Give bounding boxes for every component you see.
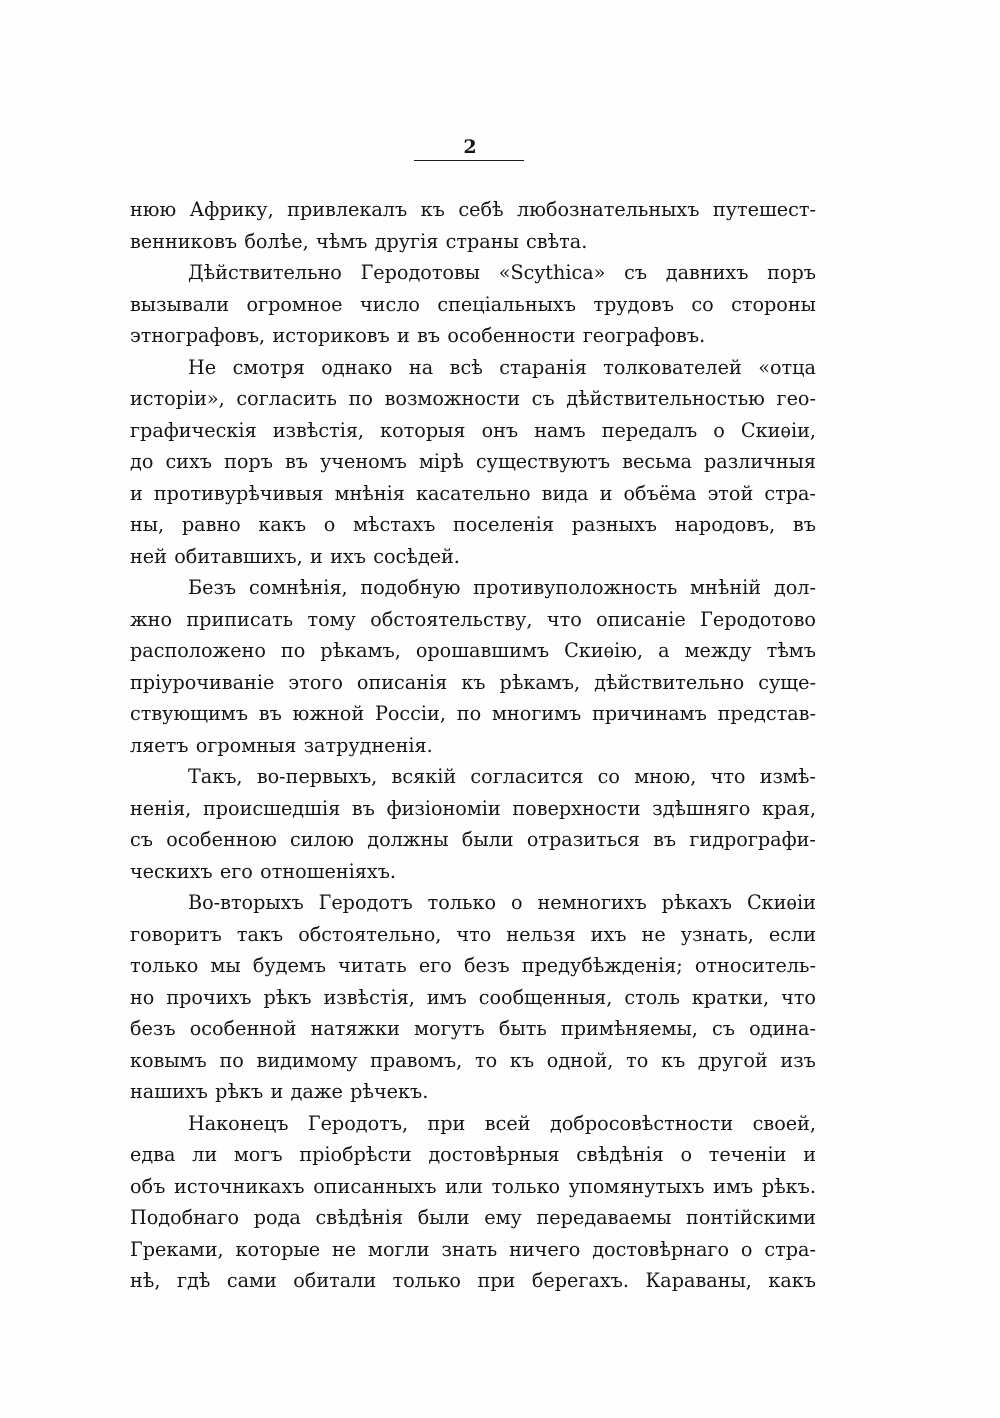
word: добросовѣстности bbox=[549, 1111, 734, 1135]
text-line bbox=[130, 950, 816, 982]
word: свѣдѣнія bbox=[576, 1143, 664, 1166]
word: Африку, bbox=[189, 198, 274, 221]
word: подобную bbox=[360, 576, 461, 599]
word: особенной bbox=[189, 1017, 297, 1040]
word: страны bbox=[445, 229, 519, 253]
word: между bbox=[684, 639, 752, 662]
word: физіономіи bbox=[386, 796, 501, 820]
word: ляетъ bbox=[130, 733, 189, 757]
word: съ bbox=[711, 1017, 735, 1040]
word: быть bbox=[498, 1017, 547, 1040]
word: края, bbox=[762, 796, 816, 820]
word: въ bbox=[284, 450, 308, 473]
word: безъ bbox=[463, 954, 510, 977]
word: понтійскими bbox=[686, 1206, 816, 1229]
word: къ bbox=[661, 1048, 686, 1072]
word: и bbox=[310, 544, 323, 568]
word: Подобнаго bbox=[130, 1206, 240, 1229]
word: о bbox=[740, 1237, 753, 1261]
word: Такъ, bbox=[188, 765, 243, 788]
word: южной bbox=[292, 702, 365, 725]
word: Геродотъ, bbox=[307, 1111, 409, 1135]
word: какъ bbox=[258, 513, 307, 536]
body-text bbox=[130, 194, 816, 1297]
word: сообщенныя, bbox=[478, 985, 613, 1009]
word: здѣшняго bbox=[652, 796, 751, 820]
word: или bbox=[445, 1174, 483, 1198]
text-line bbox=[130, 509, 816, 541]
word: съ bbox=[531, 387, 555, 410]
word: жно bbox=[130, 607, 172, 631]
text-line bbox=[130, 1139, 816, 1171]
word: дол- bbox=[773, 576, 816, 599]
word: нюю bbox=[130, 198, 177, 221]
word: ли bbox=[192, 1143, 218, 1166]
word: рѣкамъ, bbox=[320, 639, 401, 662]
word: представ- bbox=[717, 702, 816, 725]
word: Геродотъ bbox=[318, 891, 413, 914]
word: описанія bbox=[356, 670, 448, 694]
word: до bbox=[130, 450, 154, 473]
word: ней bbox=[130, 544, 167, 568]
word: исторіи», bbox=[130, 387, 225, 410]
word: даже bbox=[290, 1080, 343, 1103]
word: мірѣ bbox=[418, 450, 464, 473]
word: вида bbox=[541, 481, 589, 505]
text-line bbox=[130, 1202, 816, 1234]
word: пріурочиваніе bbox=[130, 670, 275, 694]
word: всей bbox=[484, 1111, 531, 1135]
word: многимъ bbox=[491, 702, 582, 725]
text-line bbox=[130, 730, 816, 762]
text-line bbox=[130, 1013, 816, 1045]
word: только bbox=[392, 1269, 461, 1292]
word: чѣмъ bbox=[315, 229, 368, 253]
word: въ bbox=[258, 702, 282, 725]
word: ничего bbox=[509, 1237, 581, 1261]
word: передаваемы bbox=[536, 1206, 672, 1229]
word: всѣ bbox=[449, 355, 483, 379]
text-line bbox=[130, 1171, 816, 1203]
word: противуположность bbox=[473, 576, 678, 599]
word: Геродотово bbox=[700, 607, 816, 631]
word: упомянутыхъ bbox=[568, 1174, 705, 1198]
word: какъ bbox=[768, 1269, 816, 1292]
word: источникахъ bbox=[174, 1174, 305, 1198]
word: Во-вторыхъ bbox=[188, 891, 304, 914]
word: только bbox=[130, 954, 199, 977]
word: при bbox=[427, 1111, 466, 1135]
word: стра- bbox=[764, 1237, 816, 1261]
word: были bbox=[461, 828, 514, 851]
word: говоритъ bbox=[130, 922, 222, 946]
word: передалъ bbox=[601, 418, 698, 442]
text-line bbox=[130, 478, 816, 510]
word: поверхности bbox=[512, 796, 641, 820]
word: нашихъ bbox=[130, 1080, 208, 1103]
word: достовѣрныя bbox=[428, 1143, 560, 1166]
word: что bbox=[456, 922, 492, 946]
word: дѣйствительно bbox=[594, 670, 745, 694]
word: не bbox=[641, 922, 666, 946]
word: которые bbox=[235, 1237, 321, 1261]
word: въ bbox=[653, 828, 677, 851]
word: Геродотовы bbox=[360, 261, 481, 284]
word: рѣкъ bbox=[215, 1080, 264, 1103]
word: намъ bbox=[534, 418, 586, 442]
word: происшедшія bbox=[202, 796, 341, 820]
word: касательно bbox=[415, 481, 531, 505]
word: видимому bbox=[256, 1048, 358, 1072]
word: историковъ bbox=[272, 324, 390, 347]
word: силою bbox=[290, 828, 355, 851]
word: примѣняемы, bbox=[560, 1017, 698, 1040]
page-number: 2 bbox=[463, 136, 477, 158]
word: мы bbox=[210, 954, 241, 977]
word: должны bbox=[367, 828, 449, 851]
word: расположено bbox=[130, 639, 266, 662]
word: приписать bbox=[186, 607, 294, 631]
word: ученомъ bbox=[320, 450, 407, 473]
word: «отца bbox=[758, 355, 816, 379]
word: то bbox=[474, 1048, 498, 1072]
word: географовъ. bbox=[582, 324, 706, 347]
word: если bbox=[768, 922, 816, 946]
word: извѣстія, bbox=[272, 418, 365, 442]
word: и bbox=[270, 1080, 284, 1103]
word: его bbox=[219, 859, 253, 883]
word: въ bbox=[792, 513, 816, 536]
text-line bbox=[130, 289, 816, 321]
word: сосѣдей. bbox=[373, 544, 460, 568]
text-line bbox=[130, 415, 816, 447]
word: народовъ, bbox=[674, 513, 776, 536]
word: орошавшимъ bbox=[415, 639, 550, 662]
word: свѣта. bbox=[526, 229, 588, 253]
word: смотря bbox=[232, 355, 305, 379]
word: всякій bbox=[391, 765, 457, 788]
word: толкователей bbox=[603, 355, 742, 379]
word: различныя bbox=[703, 450, 816, 473]
word: одина- bbox=[749, 1017, 816, 1040]
word: свѣдѣнія bbox=[315, 1206, 404, 1229]
word: причинамъ bbox=[592, 702, 707, 725]
word: по bbox=[348, 387, 373, 410]
word: возможности bbox=[384, 387, 521, 410]
word: правомъ, bbox=[370, 1048, 463, 1072]
word: мнѣнія bbox=[334, 481, 405, 505]
word: были bbox=[417, 1206, 470, 1229]
word: съ bbox=[130, 828, 153, 851]
text-line bbox=[130, 761, 816, 793]
text-line bbox=[130, 352, 816, 384]
word: другія bbox=[374, 229, 439, 253]
text-line bbox=[130, 194, 816, 226]
word: вызывали bbox=[130, 292, 230, 316]
word: рѣкахъ bbox=[661, 891, 732, 914]
word: суще- bbox=[758, 670, 816, 694]
word: безъ bbox=[130, 1017, 176, 1040]
word: поръ bbox=[224, 450, 273, 473]
word: что bbox=[710, 765, 746, 788]
text-line bbox=[130, 919, 816, 951]
word: Россіи, bbox=[374, 702, 446, 725]
word: гео- bbox=[776, 387, 816, 410]
word: поръ bbox=[767, 261, 816, 284]
word: достовѣрнаго bbox=[592, 1237, 730, 1261]
word: могли bbox=[368, 1237, 430, 1261]
word: ихъ bbox=[590, 922, 627, 946]
page-number-rule bbox=[414, 160, 524, 161]
word: могутъ bbox=[414, 1017, 485, 1040]
word: тѣмъ bbox=[766, 639, 816, 662]
word: о bbox=[680, 1143, 693, 1166]
word: согласить bbox=[236, 387, 337, 410]
text-line bbox=[130, 982, 816, 1014]
text-line bbox=[130, 257, 816, 289]
word: и bbox=[130, 481, 143, 505]
word: могъ bbox=[233, 1143, 283, 1166]
word: рѣкъ bbox=[263, 985, 312, 1009]
word: едва bbox=[130, 1143, 176, 1166]
text-line bbox=[130, 793, 816, 825]
text-line bbox=[130, 1045, 816, 1077]
text-line bbox=[130, 824, 816, 856]
word: мѣстахъ bbox=[353, 513, 436, 536]
word: огромныя bbox=[195, 733, 297, 757]
word: пріобрѣсти bbox=[299, 1143, 412, 1166]
word: въ bbox=[351, 796, 375, 820]
word: весьма bbox=[622, 450, 692, 473]
word: затрудненія. bbox=[303, 733, 433, 757]
word: ствующимъ bbox=[130, 702, 248, 725]
word: по bbox=[456, 702, 482, 725]
word: одной, bbox=[546, 1048, 614, 1072]
word: теченіи bbox=[708, 1143, 787, 1166]
text-line bbox=[130, 1108, 816, 1140]
word: такъ bbox=[236, 922, 284, 946]
word: только bbox=[427, 891, 497, 914]
word: отразиться bbox=[526, 828, 640, 851]
word: путешест- bbox=[712, 198, 816, 221]
word: Скиѳіи bbox=[746, 891, 816, 914]
word: этнографовъ, bbox=[130, 324, 266, 347]
word: огромное bbox=[246, 292, 343, 316]
text-line bbox=[130, 226, 816, 258]
word: столь bbox=[624, 985, 680, 1009]
word: кратки, bbox=[691, 985, 770, 1009]
word: трудовъ bbox=[593, 292, 674, 316]
text-line bbox=[130, 320, 816, 352]
word: разныхъ bbox=[571, 513, 657, 536]
word: то bbox=[626, 1048, 649, 1072]
word: Наконецъ bbox=[188, 1111, 289, 1135]
word: обитавшихъ, bbox=[174, 544, 303, 568]
text-line bbox=[130, 604, 816, 636]
word: во-первыхъ, bbox=[256, 765, 378, 788]
word: рода bbox=[253, 1206, 301, 1229]
text-line bbox=[130, 856, 816, 888]
word: стра- bbox=[764, 481, 816, 505]
word: его bbox=[418, 954, 452, 977]
word: другой bbox=[697, 1048, 768, 1072]
word: которыя bbox=[380, 418, 466, 442]
word: рѣкамъ, bbox=[499, 670, 581, 694]
word: сами bbox=[226, 1269, 277, 1292]
word: при bbox=[477, 1269, 516, 1292]
word: Безъ bbox=[188, 576, 237, 599]
word: этого bbox=[288, 670, 343, 694]
word: о bbox=[510, 891, 523, 914]
word: ны, bbox=[130, 513, 165, 536]
word: что bbox=[781, 985, 816, 1009]
word: поселенія bbox=[453, 513, 555, 536]
word: любознательныхъ bbox=[517, 198, 700, 221]
word: нельзя bbox=[506, 922, 576, 946]
text-line bbox=[130, 698, 816, 730]
word: предубѣжденія; bbox=[521, 954, 683, 977]
word: Дѣйствительно bbox=[188, 261, 342, 284]
word: отношеніяхъ. bbox=[260, 859, 396, 883]
word: обитали bbox=[293, 1269, 377, 1292]
text-line bbox=[130, 541, 816, 573]
text-line bbox=[130, 383, 816, 415]
word: Не bbox=[188, 355, 217, 379]
word: стороны bbox=[731, 292, 816, 316]
text-line bbox=[130, 446, 816, 478]
word: объёма bbox=[623, 481, 697, 505]
word: спеціальныхъ bbox=[437, 292, 576, 316]
word: сихъ bbox=[165, 450, 213, 473]
word: противурѣчивыя bbox=[153, 481, 324, 505]
word: измѣ- bbox=[759, 765, 816, 788]
word: однако bbox=[321, 355, 393, 379]
word: привлекалъ bbox=[287, 198, 408, 221]
word: мнѣній bbox=[690, 576, 762, 599]
word: имъ bbox=[713, 1174, 754, 1198]
word: о bbox=[713, 418, 725, 442]
word: прочихъ bbox=[166, 985, 252, 1009]
word: гидрографи- bbox=[689, 828, 816, 851]
word: своей, bbox=[752, 1111, 816, 1135]
word: и bbox=[803, 1143, 816, 1166]
text-line bbox=[130, 887, 816, 919]
word: относитель- bbox=[694, 954, 816, 977]
word: число bbox=[359, 292, 420, 316]
word: описанныхъ bbox=[313, 1174, 437, 1198]
word: со bbox=[691, 292, 714, 316]
word: читать bbox=[338, 954, 407, 977]
word: ненія, bbox=[130, 796, 192, 820]
word: будемъ bbox=[252, 954, 326, 977]
word: мною, bbox=[634, 765, 697, 788]
word: со bbox=[597, 765, 620, 788]
word: тому bbox=[307, 607, 356, 631]
word: только bbox=[491, 1174, 561, 1198]
text-line bbox=[130, 1265, 816, 1297]
word: сомнѣнія, bbox=[248, 576, 348, 599]
word: старанія bbox=[499, 355, 587, 379]
word: къ bbox=[461, 670, 486, 694]
word: графическія bbox=[130, 418, 257, 442]
word: этой bbox=[707, 481, 754, 505]
word: ихъ bbox=[330, 544, 366, 568]
word: особенности bbox=[447, 324, 576, 347]
word: и bbox=[599, 481, 613, 505]
word: описаніе bbox=[596, 607, 686, 631]
word: равно bbox=[181, 513, 241, 536]
word: о bbox=[323, 513, 336, 536]
word: обстоятельно, bbox=[298, 922, 442, 946]
word: что bbox=[546, 607, 582, 631]
word: венниковъ bbox=[130, 229, 238, 253]
word: объ bbox=[130, 1174, 166, 1198]
word: по bbox=[280, 639, 306, 662]
word: болѣе, bbox=[244, 229, 309, 253]
word: на bbox=[408, 355, 434, 379]
word: согласится bbox=[470, 765, 584, 788]
word: по bbox=[219, 1048, 244, 1072]
word: имъ bbox=[426, 985, 467, 1009]
word: особенною bbox=[166, 828, 277, 851]
text-line bbox=[130, 667, 816, 699]
word: а bbox=[658, 639, 670, 662]
word: въ bbox=[417, 324, 441, 347]
word: и bbox=[397, 324, 410, 347]
text-line bbox=[130, 1076, 816, 1108]
word: берегахъ. bbox=[531, 1269, 629, 1292]
word: ковымъ bbox=[130, 1048, 207, 1072]
word: рѣкъ. bbox=[761, 1174, 816, 1198]
text-line bbox=[130, 1234, 816, 1266]
word: извѣстія, bbox=[323, 985, 415, 1009]
word: но bbox=[130, 985, 155, 1009]
word: ему bbox=[484, 1206, 522, 1229]
word: изъ bbox=[780, 1048, 816, 1072]
word: къ bbox=[509, 1048, 535, 1072]
word: Караваны, bbox=[645, 1269, 752, 1292]
word: дѣйствительностью bbox=[566, 387, 765, 410]
text-line bbox=[130, 635, 816, 667]
text-line bbox=[130, 572, 816, 604]
word: существуютъ bbox=[475, 450, 611, 473]
word: «Scythica» bbox=[498, 261, 606, 284]
word: знать bbox=[441, 1237, 498, 1261]
word: нѣ, bbox=[130, 1269, 161, 1292]
word: рѣчекъ. bbox=[350, 1080, 429, 1103]
word: Греками, bbox=[130, 1237, 224, 1261]
word: съ bbox=[624, 261, 648, 284]
word: Скиѳіи, bbox=[740, 418, 816, 442]
word: Скиѳію, bbox=[564, 639, 644, 662]
word: не bbox=[332, 1237, 357, 1261]
word: обстоятельству, bbox=[370, 607, 533, 631]
word: ческихъ bbox=[130, 859, 213, 883]
word: себѣ bbox=[458, 198, 504, 221]
word: немногихъ bbox=[537, 891, 647, 914]
word: узнать, bbox=[680, 922, 754, 946]
word: онъ bbox=[481, 418, 519, 442]
word: давнихъ bbox=[665, 261, 749, 284]
word: къ bbox=[420, 198, 445, 221]
word: гдѣ bbox=[176, 1269, 211, 1292]
word: натяжки bbox=[310, 1017, 400, 1040]
